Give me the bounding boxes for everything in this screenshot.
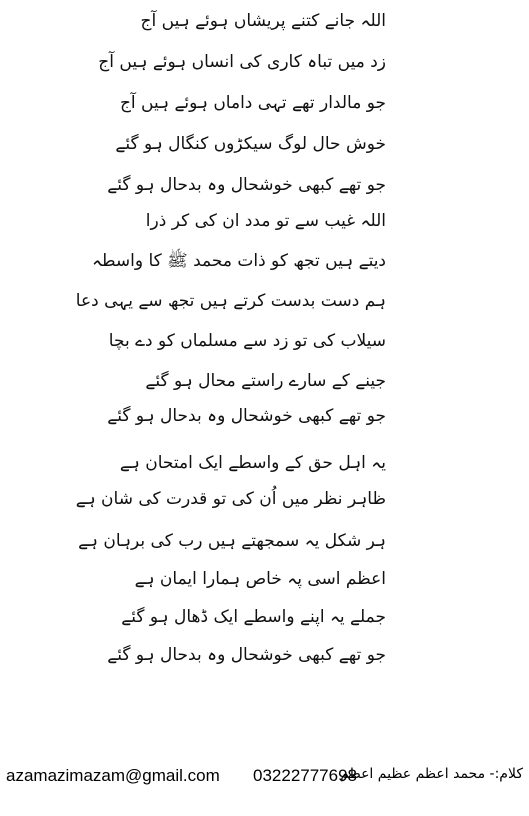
poem-line-4: خوش حال لوگ سیکڑوں کنگال ہو گئے bbox=[115, 134, 386, 154]
poem-line-12: یہ اہل حق کے واسطے ایک امتحان ہے bbox=[119, 453, 386, 473]
author-phone: 03222777698 bbox=[253, 766, 358, 785]
poem-line-16: جملے یہ اپنے واسطے ایک ڈھال ہو گئے bbox=[121, 607, 386, 627]
poem-line-7: دیتے ہیں تجھ کو ذات محمد ﷺ کا واسطہ bbox=[92, 251, 386, 271]
poem-line-11: جو تھے کبھی خوشحال وہ بدحال ہو گئے bbox=[107, 406, 386, 426]
poem-line-17: جو تھے کبھی خوشحال وہ بدحال ہو گئے bbox=[107, 645, 386, 665]
poem-line-1: اللہ جانے کتنے پریشاں ہوئے ہیں آج bbox=[140, 11, 386, 31]
poem-line-5: جو تھے کبھی خوشحال وہ بدحال ہو گئے bbox=[107, 175, 386, 195]
poem-line-10: جینے کے سارے راستے محال ہو گئے bbox=[145, 371, 386, 391]
poem-line-9: سیلاب کی تو زد سے مسلماں کو دے بچا bbox=[108, 331, 386, 351]
poem-line-6: اللہ غیب سے تو مدد ان کی کر ذرا bbox=[145, 211, 386, 231]
poem-line-14: ہر شکل یہ سمجھتے ہیں رب کی برہان ہے bbox=[78, 531, 386, 551]
author-email: azamazimazam@gmail.com bbox=[6, 766, 220, 785]
poem-line-3: جو مالدار تھے تہی داماں ہوئے ہیں آج bbox=[119, 93, 386, 113]
footer bbox=[0, 760, 529, 800]
author-credit: کلام:- محمد اعظم عظیم اعظم bbox=[340, 766, 523, 782]
poem-line-8: ہم دست بدست کرتے ہیں تجھ سے یہی دعا bbox=[75, 291, 386, 311]
poem-line-2: زد میں تباہ کاری کی انساں ہوئے ہیں آج bbox=[98, 52, 386, 72]
poem-line-13: ظاہر نظر میں اُن کی تو قدرت کی شان ہے bbox=[75, 489, 386, 509]
poem-line-15: اعظم اسی پہ خاص ہمارا ایمان ہے bbox=[134, 569, 386, 589]
